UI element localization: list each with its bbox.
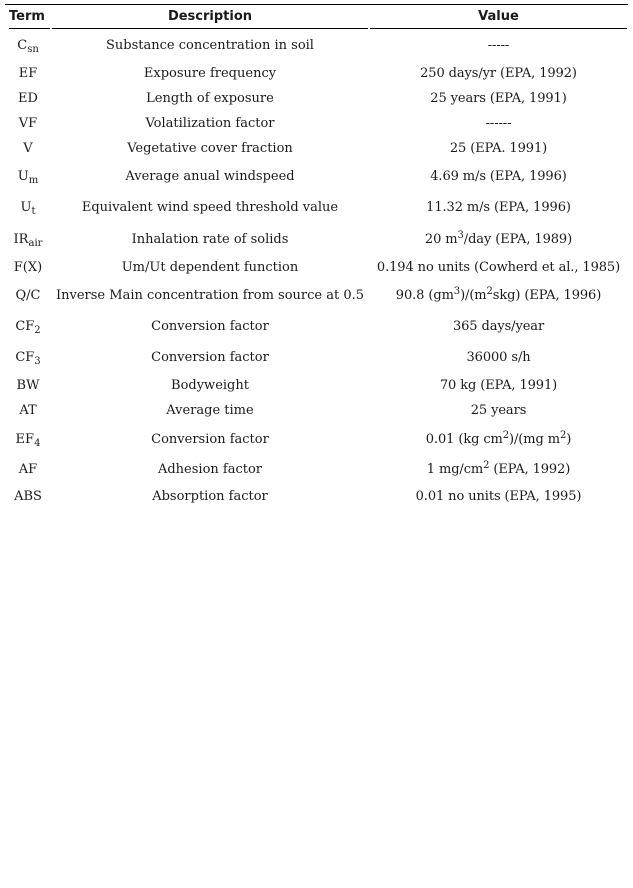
term-cell: VF — [18, 116, 38, 131]
description-cell: Average time — [166, 403, 254, 418]
table-row — [5, 455, 628, 483]
value-cell: ----- — [487, 37, 510, 53]
term-cell: $CF_2$ — [15, 319, 41, 336]
term-cell: F(X) — [13, 260, 43, 275]
value-cell: 36000 s/h — [466, 350, 531, 365]
value-cell: 250 days/yr (EPA, 1992) — [420, 66, 577, 81]
value-cell: 70 kg (EPA, 1991) — [439, 378, 558, 393]
value-cell: 0.01 (kg $cm^2)/(mg$ $m^2$) — [425, 429, 572, 447]
header-description: Description — [51, 5, 369, 30]
table-row — [5, 86, 628, 111]
term-cell: BW — [16, 378, 40, 393]
term-cell: V — [23, 141, 33, 156]
header-term: Term — [5, 5, 51, 30]
description-cell: Conversion factor — [151, 319, 269, 334]
description-cell: Vegetative cover fraction — [127, 141, 293, 156]
value-cell: 0.194 no units (Cowherd et al., 1985) — [376, 260, 621, 275]
term-cell: AT — [19, 403, 37, 418]
description-cell: Length of exposure — [146, 91, 274, 106]
term-cell: $C_{sn}$ — [17, 37, 39, 55]
value-cell: 25 (EPA. 1991) — [449, 141, 548, 156]
description-cell: Absorption factor — [152, 489, 268, 504]
value-cell: 25 years (EPA, 1991) — [430, 91, 567, 106]
table-row — [5, 111, 628, 136]
term-cell: $CF_3$ — [15, 350, 41, 367]
table-row — [5, 373, 628, 398]
table-row — [5, 280, 628, 311]
table-row — [5, 342, 628, 373]
term-cell: EF — [18, 66, 38, 81]
value-cell: 20 $m^3$/day (EPA, 1989) — [424, 229, 573, 247]
table-row — [5, 311, 628, 342]
description-cell: Average anual windspeed — [125, 169, 295, 184]
description-cell: Exposure frequency — [143, 66, 277, 81]
term-cell: ABS — [14, 489, 42, 504]
value-cell: 1 $mg/cm^2$ (EPA, 1992) — [426, 459, 571, 477]
table-row — [5, 136, 628, 161]
description-cell: Equivalent wind speed threshold value — [81, 200, 339, 215]
term-cell: $IR_{air}$ — [13, 231, 43, 249]
table-row — [5, 223, 628, 255]
value-cell: 25 years — [470, 403, 527, 418]
term-cell: ED — [18, 91, 38, 106]
description-cell: Volatilization factor — [145, 116, 275, 131]
table-row — [5, 423, 628, 455]
table-row — [5, 483, 628, 510]
description-cell: Conversion factor — [151, 350, 269, 365]
term-cell: AF — [18, 461, 38, 477]
term-cell: $U_t$ — [20, 200, 36, 217]
description-cell: Bodyweight — [171, 378, 249, 393]
header-row — [5, 5, 628, 30]
description-cell: Conversion factor — [151, 431, 269, 447]
term-cell: $U_m$ — [17, 169, 39, 186]
table-row — [5, 255, 628, 280]
table-row — [5, 161, 628, 192]
description-cell: Substance concentration in soil — [106, 37, 314, 53]
description-cell: Adhesion factor — [157, 461, 263, 477]
description-cell: Inverse Main concentration from source at 0.5 — [56, 288, 364, 303]
term-cell: Q/C — [15, 288, 41, 303]
description-cell: Inhalation rate of solids — [131, 231, 289, 247]
value-cell: 11.32 m/s (EPA, 1996) — [426, 200, 571, 215]
value-cell: 0.01 no units (EPA, 1995) — [415, 489, 582, 504]
parameters-table — [5, 4, 628, 510]
table-row — [5, 61, 628, 86]
header-value: Value — [369, 5, 628, 30]
value-cell: 365 days/year — [452, 319, 545, 334]
value-cell: 90.8 $(gm^3)/(m^2skg)$ (EPA, 1996) — [395, 286, 602, 303]
description-cell: Um/Ut dependent function — [121, 260, 299, 275]
value-cell: ------ — [485, 116, 512, 131]
value-cell: 4.69 m/s (EPA, 1996) — [430, 169, 567, 184]
term-cell: $EF_4$ — [15, 431, 41, 449]
table-row — [5, 398, 628, 423]
table-row — [5, 192, 628, 223]
table-row — [5, 29, 628, 61]
